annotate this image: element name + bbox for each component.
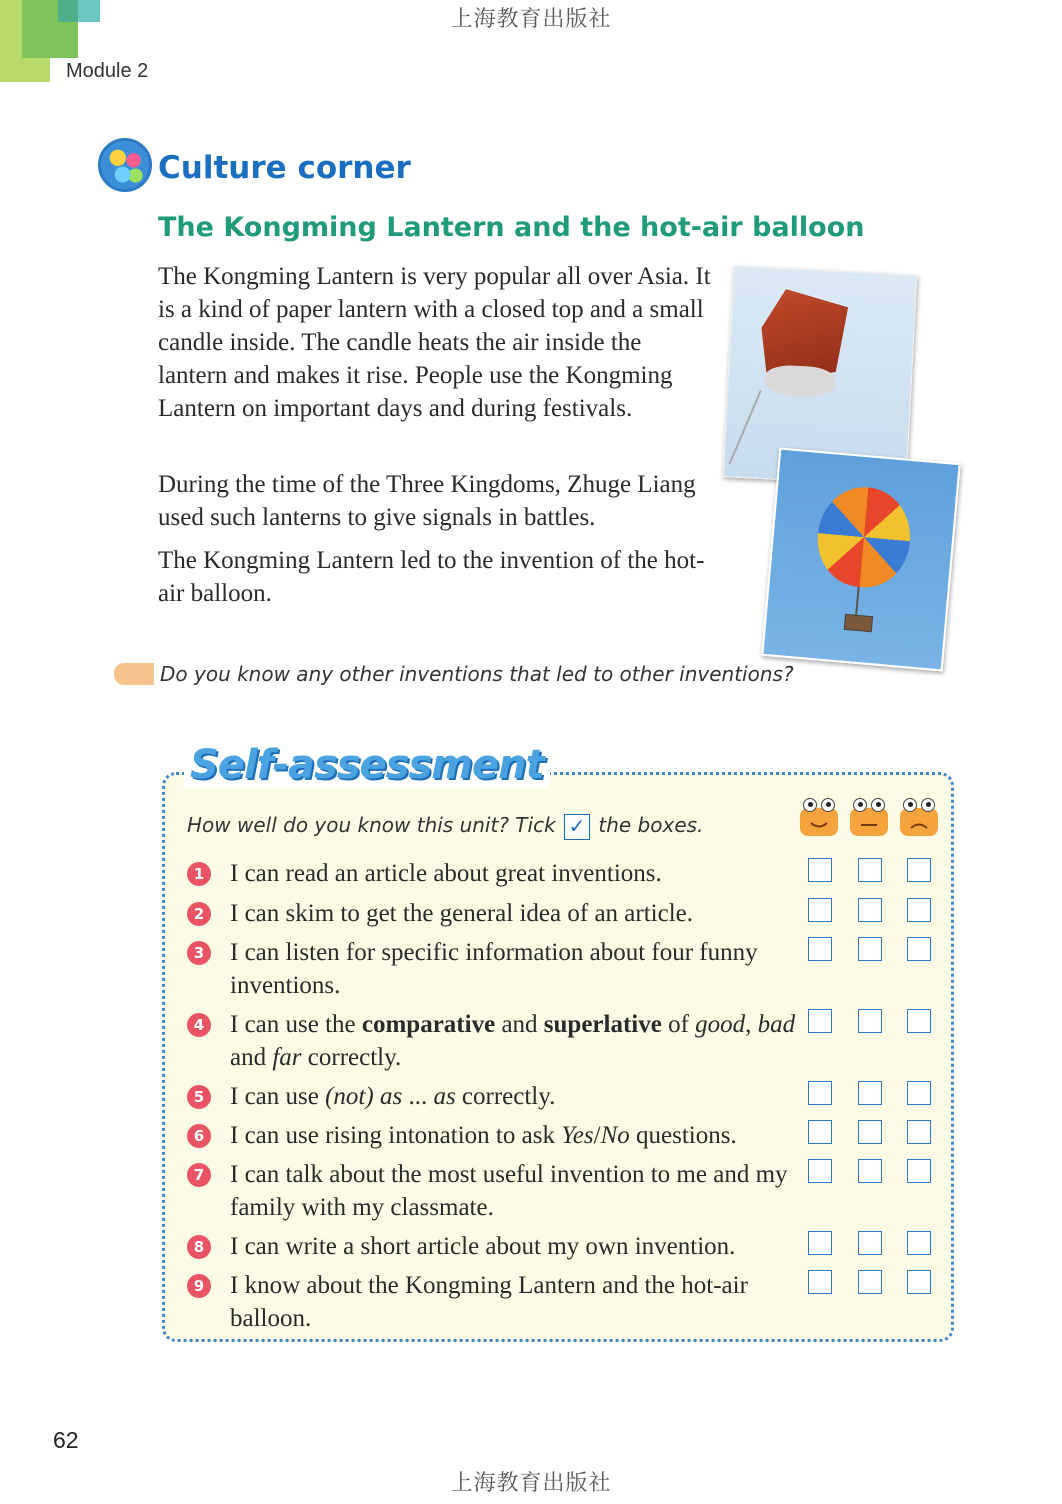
checkbox-poor[interactable] — [907, 1009, 931, 1033]
assessment-item-text: I can listen for specific information about four funny inventions. — [230, 939, 758, 999]
balloon-basket — [844, 614, 873, 632]
balloon-ropes — [855, 587, 859, 615]
checkbox-poor[interactable] — [907, 1159, 931, 1183]
tick-example-icon: ✓ — [564, 814, 590, 840]
checkbox-well[interactable] — [808, 1009, 832, 1033]
assessment-item-text: I can read an article about great inventions. — [230, 860, 662, 887]
item-number: 7 — [187, 1163, 211, 1187]
assessment-item-text: I know about the Kongming Lantern and the hot-air balloon. — [230, 1272, 748, 1332]
assessment-item-text: I can use rising intonation to ask Yes/No questions. — [230, 1122, 737, 1149]
item-number: 3 — [187, 941, 211, 965]
checkbox-well[interactable] — [808, 1159, 832, 1183]
checkbox-well[interactable] — [808, 898, 832, 922]
checkbox-ok[interactable] — [858, 1120, 882, 1144]
happy-face-icon — [800, 798, 838, 836]
checkbox-poor[interactable] — [907, 1270, 931, 1294]
assessment-item-text: I can use (not) as ... as correctly. — [230, 1083, 556, 1110]
lantern-base — [764, 364, 835, 398]
checkbox-well[interactable] — [808, 1231, 832, 1255]
paragraph: During the time of the Three Kingdoms, Zhuge Liang used such lanterns to give signals in battles. — [158, 471, 696, 531]
checkbox-poor[interactable] — [907, 1120, 931, 1144]
balloon-photo — [761, 447, 961, 671]
discussion-question: Do you know any other inventions that led to other inventions? — [160, 662, 794, 686]
checkbox-well[interactable] — [808, 1270, 832, 1294]
item-number: 5 — [187, 1085, 211, 1109]
checkbox-well[interactable] — [808, 858, 832, 882]
assessment-item-text: I can talk about the most useful invention to me and my family with my classmate. — [230, 1161, 788, 1221]
module-label: Module 2 — [66, 60, 149, 82]
checkbox-ok[interactable] — [858, 1270, 882, 1294]
checkbox-poor[interactable] — [907, 1081, 931, 1105]
publisher-footer: 上海教育出版社 — [450, 1471, 612, 1496]
instruction-text: the boxes. — [598, 813, 704, 837]
checkbox-ok[interactable] — [858, 858, 882, 882]
item-number: 4 — [187, 1013, 211, 1037]
checkbox-ok[interactable] — [858, 937, 882, 961]
instruction-text: How well do you know this unit? Tick — [187, 813, 556, 837]
self-assessment-instruction — [187, 813, 703, 840]
hot-air-balloon-image — [814, 483, 914, 591]
item-number: 1 — [187, 862, 211, 886]
checkbox-well[interactable] — [808, 1120, 832, 1144]
neutral-face-icon — [850, 798, 888, 836]
checkbox-poor[interactable] — [907, 1231, 931, 1255]
checkbox-ok[interactable] — [858, 1231, 882, 1255]
checkbox-ok[interactable] — [858, 1159, 882, 1183]
lantern-string — [729, 390, 762, 464]
checkbox-ok[interactable] — [858, 1081, 882, 1105]
assessment-item-text: I can write a short article about my own invention. — [230, 1233, 736, 1260]
question-marker — [114, 663, 154, 685]
checkbox-poor[interactable] — [907, 898, 931, 922]
section-heading: Culture corner — [158, 150, 411, 186]
sad-face-icon — [900, 798, 938, 836]
item-number: 9 — [187, 1274, 211, 1298]
assessment-item-text: I can use the comparative and superlative of good, bad and far correctly. — [230, 1011, 796, 1071]
article-title: The Kongming Lantern and the hot-air balloon — [158, 212, 865, 243]
checkbox-well[interactable] — [808, 1081, 832, 1105]
checkbox-poor[interactable] — [907, 937, 931, 961]
item-number: 6 — [187, 1124, 211, 1148]
culture-corner-icon — [98, 138, 152, 192]
self-assessment-title: Self-assessment — [184, 742, 550, 788]
assessment-item-text: I can skim to get the general idea of an article. — [230, 900, 693, 927]
checkbox-well[interactable] — [808, 937, 832, 961]
checkbox-poor[interactable] — [907, 858, 931, 882]
item-number: 2 — [187, 902, 211, 926]
item-number: 8 — [187, 1235, 211, 1259]
paragraph: The Kongming Lantern led to the invention of the hot-air balloon. — [158, 547, 705, 607]
paragraph: The Kongming Lantern is very popular all over Asia. It is a kind of paper lantern with a closed top and a small candle inside. The candle heats the air inside the lantern and makes it rise. People use the Kongming Lantern on important days and during festivals. — [158, 263, 711, 422]
page-number: 62 — [53, 1427, 79, 1453]
checkbox-ok[interactable] — [858, 898, 882, 922]
checkbox-ok[interactable] — [858, 1009, 882, 1033]
publisher-header: 上海教育出版社 — [450, 7, 612, 32]
